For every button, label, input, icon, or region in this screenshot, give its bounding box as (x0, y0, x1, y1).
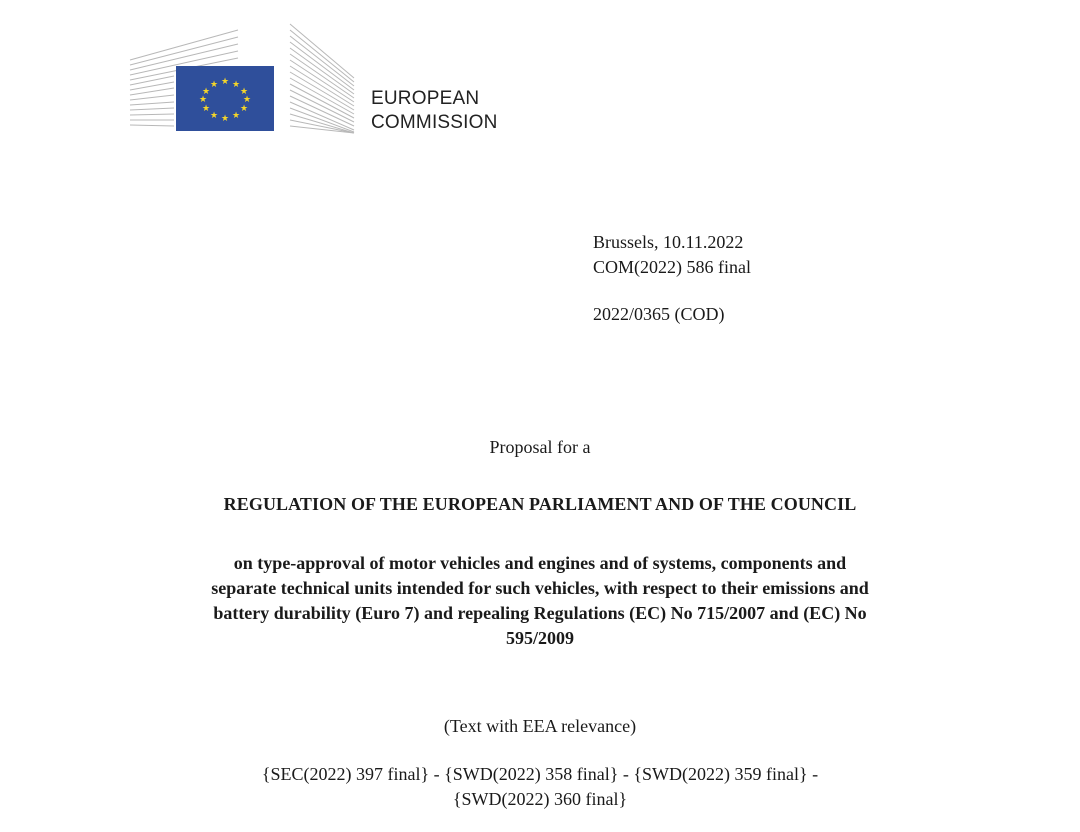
related-documents-line: {SWD(2022) 360 final} (452, 789, 628, 809)
logo-wordmark-line1: EUROPEAN (371, 88, 480, 109)
svg-text:★: ★ (220, 77, 230, 87)
related-documents-line: {SEC(2022) 397 final} - {SWD(2022) 358 final} - {SWD(2022) 359 final} - (261, 764, 819, 784)
subject-line: battery durability (Euro 7) and repealing Regulations (EC) No 715/2007 and (EC) No (213, 603, 867, 623)
svg-text:★: ★ (239, 104, 249, 114)
svg-text:★: ★ (231, 111, 241, 121)
com-number: COM(2022) 586 final (593, 257, 751, 277)
svg-text:★: ★ (220, 114, 230, 124)
regulation-subject (0, 551, 1080, 651)
logo-wordmark (371, 87, 498, 135)
subject-line: separate technical units intended for such vehicles, with respect to their emissions and (211, 578, 869, 598)
svg-text:★: ★ (201, 87, 211, 97)
svg-text:★: ★ (242, 95, 252, 105)
european-commission-logo-icon (128, 20, 368, 135)
related-documents (0, 762, 1080, 812)
svg-text:★: ★ (239, 87, 249, 97)
svg-text:★: ★ (209, 80, 219, 90)
svg-text:★: ★ (231, 80, 241, 90)
building-right-wing (290, 24, 354, 133)
document-reference (593, 230, 751, 280)
procedure-number: 2022/0365 (COD) (593, 304, 725, 324)
eea-relevance-note: (Text with EEA relevance) (443, 716, 637, 736)
svg-text:★: ★ (198, 95, 208, 105)
svg-text:★: ★ (209, 111, 219, 121)
proposal-intro: Proposal for a (489, 437, 591, 457)
logo-wordmark-line2: COMMISSION (371, 112, 498, 133)
regulation-title: REGULATION OF THE EUROPEAN PARLIAMENT AND OF THE COUNCIL (223, 494, 857, 514)
subject-line: on type-approval of motor vehicles and engines and of systems, components and (233, 553, 847, 573)
subject-line: 595/2009 (505, 628, 574, 648)
place-date: Brussels, 10.11.2022 (593, 232, 744, 252)
svg-text:★: ★ (201, 104, 211, 114)
